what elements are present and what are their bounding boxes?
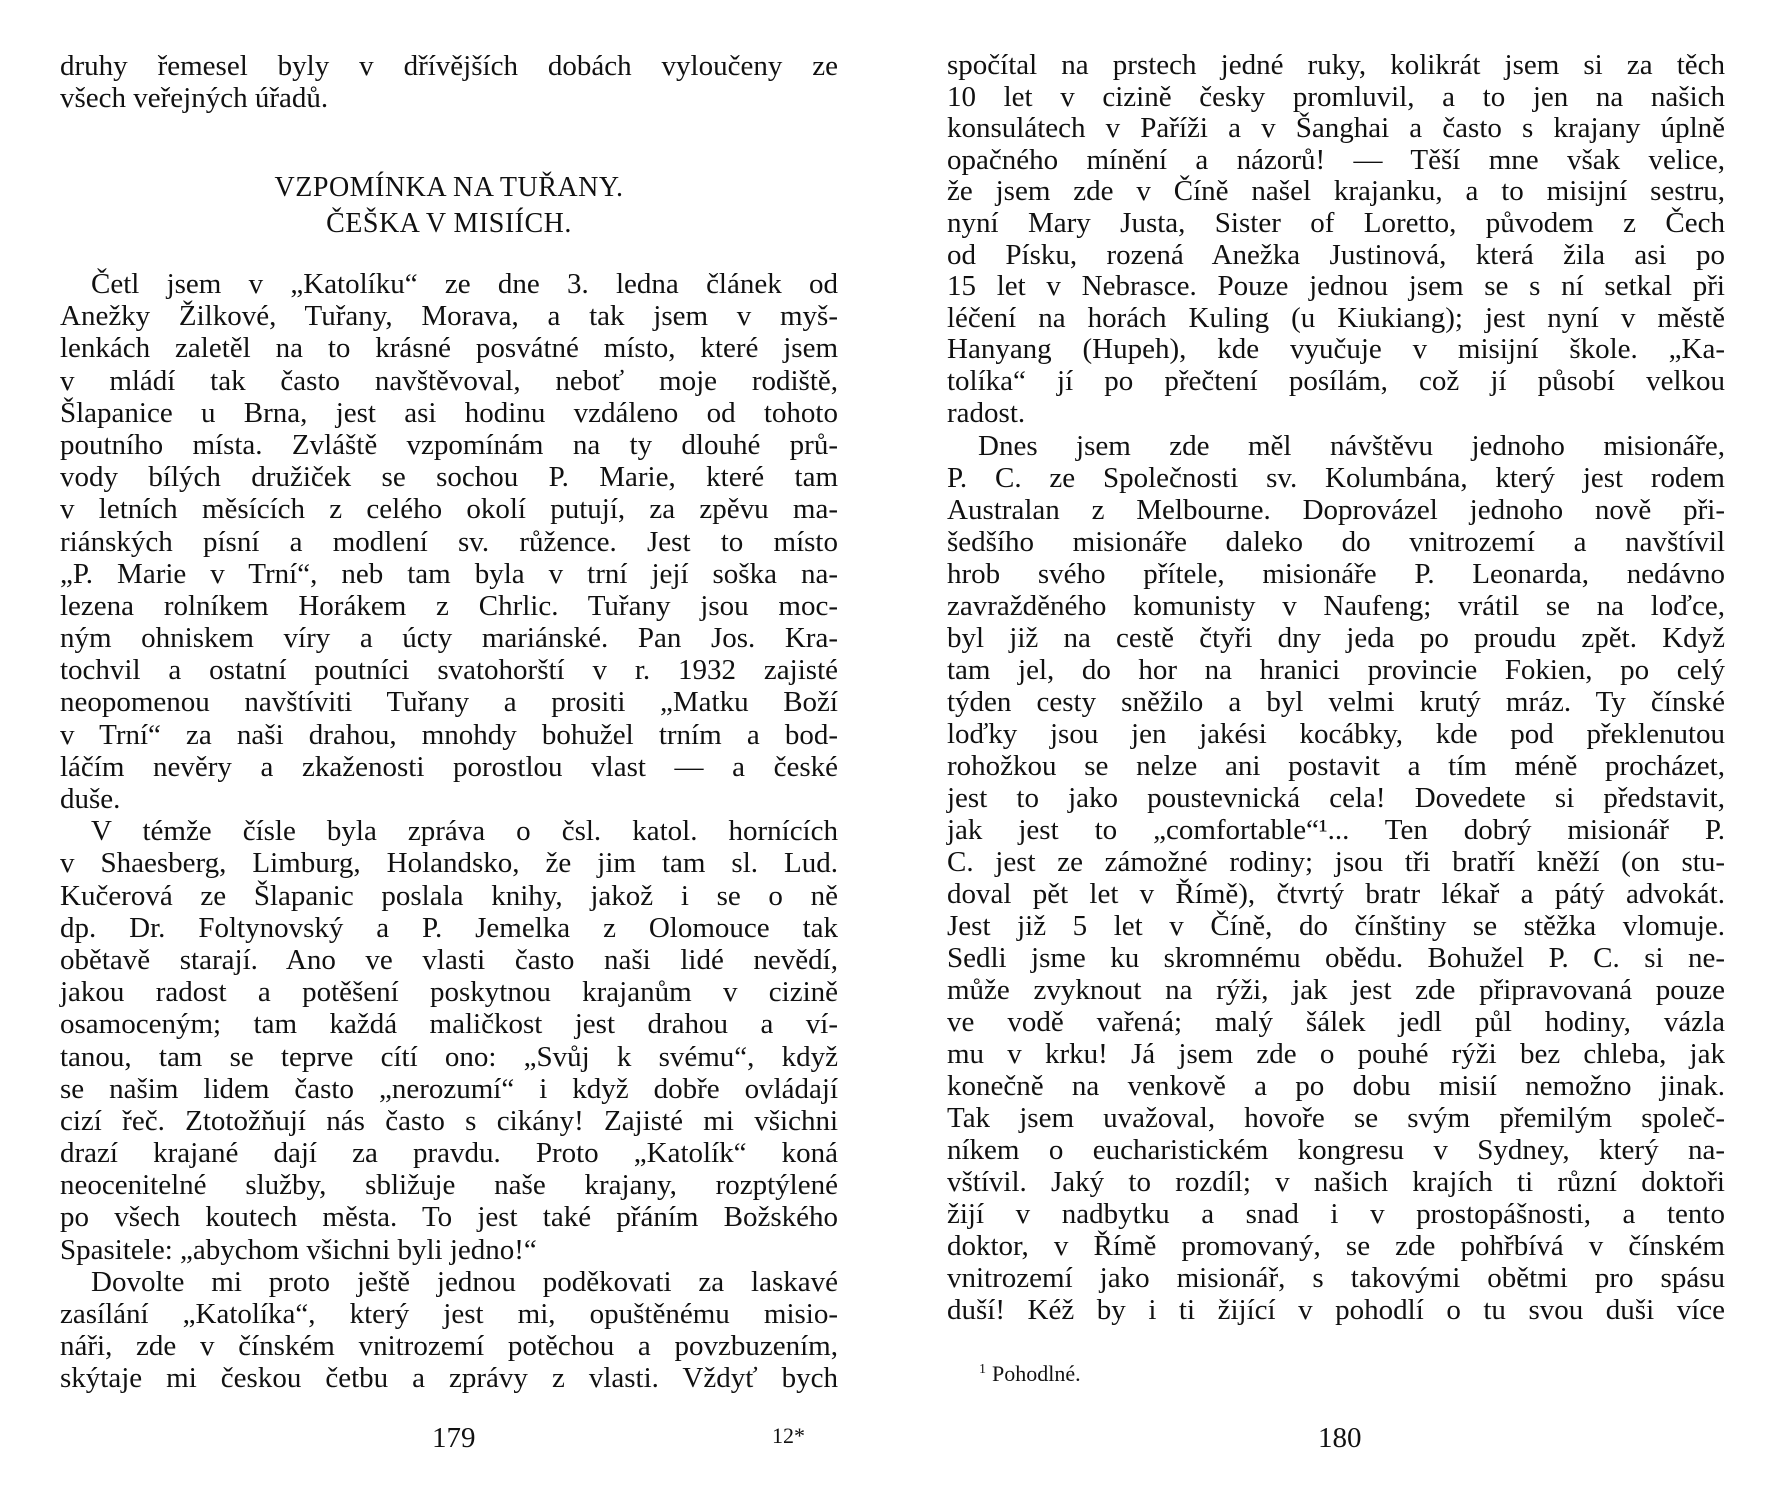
text-line: opačného mínění a názorů! — Těší mne však velice, [947,143,1725,176]
text-line: neocenitelné služby, sbližuje naše krajany, rozptýlené [60,1169,838,1202]
text-line: poutního místa. Zvláště vzpomínám na ty dlouhé prů- [60,428,838,461]
heading-line-2: ČEŠKA V MISIÍCH. [326,208,572,239]
paragraph [60,1266,838,1395]
text-line: vody bílých družiček se sochou P. Marie, které tam [60,461,838,494]
text-line: v mládí tak často navštěvoval, neboť moje rodiště, [60,364,838,397]
text-line: tochvil a ostatní poutníci svatohorští v r. 1932 zajisté [60,654,838,687]
text-line: léčení na horách Kuling (u Kiukiang); jest nyní v městě [947,301,1725,334]
text-line: riánských písní a modlení sv. růžence. Jest to místo [60,525,838,558]
text-line: V témže čísle byla zpráva o čsl. katol. hornících [91,815,838,848]
text-line: Kučerová ze Šlapanic poslala knihy, jakož i se o ně [60,879,838,912]
text-line: Hanyang (Hupeh), kde vyučuje v misijní škole. „Ka- [947,333,1725,366]
text-line: Sedli jsme ku skromnému obědu. Bohužel P. C. si ne- [947,942,1725,974]
text-line: C. jest ze zámožné rodiny; jsou tři bratří kněží (on stu- [947,846,1725,878]
right-page-body [947,430,1725,1326]
text-line: lezena rolníkem Horákem z Chrlic. Tuřany jsou moc- [60,589,838,622]
text-line: konečně na venkově a po dobu misií nemožno jinak. [947,1070,1725,1102]
paragraph [947,50,1725,429]
text-line: náři, zde v čínském vnitrozemí potěchou a povzbuzením, [60,1330,838,1363]
text-line: 10 let v cizině česky promluvil, a to jen na našich [947,80,1725,113]
text-line: obětavě starají. Ano ve vlasti často naši lidé nevědí, [60,943,838,976]
article-heading [60,170,838,242]
left-page-opening-text [60,50,838,114]
text-line: rohožkou se nelze ani postavit a tím méně procházet, [947,750,1725,782]
text-line: jak jest to „comfortable“¹... Ten dobrý misionář P. [947,814,1725,846]
text-line: vnitrozemí jako misionář, s takovými obětmi pro spásu [947,1262,1725,1294]
paragraph [947,430,1725,1326]
text-line: jest to jako poustevnická cela! Dovedete si představit, [947,782,1725,814]
footnote-text: Pohodlné. [992,1361,1081,1386]
text-line: Anežky Žilkové, Tuřany, Morava, a tak jsem v myš- [60,300,838,333]
text-line: Spasitele: „abychom všichni byli jedno!“ [60,1233,537,1266]
text-line: cizí řeč. Ztotožňují nás často s cikány! Zajisté mi všichni [60,1104,838,1137]
text-line: v Shaesberg, Limburg, Holandsko, že jim tam sl. Lud. [60,847,838,880]
text-line: hrob svého přítele, misionáře P. Leonarda, nedávno [947,558,1725,590]
text-line: duše. [60,783,121,815]
footnote-marker: 1 [979,1362,986,1377]
text-line: spočítal na prstech jedné ruky, kolikrát jsem si za těch [947,49,1725,81]
text-line: skýtaje mi českou četbu a zprávy z vlasti. Vždyť bych [60,1362,838,1395]
text-line: Tak jsem uvažoval, hovoře se svým přemilým společ- [947,1102,1725,1134]
text-line: „P. Marie v Trní“, neb tam byla v trní její soška na- [60,557,838,590]
text-line: radost. [947,396,1026,429]
text-line: Australan z Melbourne. Doprovázel jednoho nově při- [947,494,1725,526]
signature-mark: 12* [772,1423,805,1448]
paragraph [60,50,838,114]
text-line: konsulátech v Paříži a v Šanghai a často s krajany úplně [947,112,1725,145]
text-line: doval pět let v Římě), čtvrtý bratr lékař a pátý advokát. [947,878,1725,910]
text-line: Četl jsem v „Katolíku“ ze dne 3. ledna článek od [91,268,838,300]
footnote [979,1355,1081,1389]
text-line: ným ohniskem víry a úcty mariánské. Pan Jos. Kra- [60,622,838,655]
text-line: Dnes jsem zde měl návštěvu jednoho misionáře, [978,430,1725,462]
text-line: po všech koutech města. To jest také přáním Božského [60,1201,838,1234]
text-line: neopomenou navštíviti Tuřany a prositi „Matku Boží [60,686,838,719]
left-page-body [60,268,838,1395]
text-line: druhy řemesel byly v dřívějších dobách vyloučeny ze [60,50,838,82]
text-line: ve vodě vařená; malý šálek jedl půl hodiny, vázla [947,1006,1725,1038]
paragraph [60,268,838,815]
text-line: loďky jsou jen jakési kocábky, kde pod překlenutou [947,718,1725,750]
text-line: žijí v nadbytku a snad i v prostopášnosti, a tento [947,1198,1725,1230]
text-line: že jsem zde v Číně našel krajanku, a to misijní sestru, [947,175,1725,208]
text-line: zasílání „Katolíka“, který jest mi, opuštěnému misio- [60,1298,838,1330]
text-line: jakou radost a potěšení poskytnou krajanům v cizině [60,976,838,1009]
text-line: drazí krajané dají za pravdu. Proto „Katolík“ koná [60,1137,838,1170]
text-line: dp. Dr. Foltynovský a P. Jemelka z Olomouce tak [60,911,838,944]
text-line: vštívil. Jaký to rozdíl; v našich krajích ti různí doktoři [947,1166,1725,1198]
text-line: může zvyknout na rýži, jak jest zde připravovaná pouze [947,974,1725,1006]
page-number-left: 179 [432,1422,476,1454]
text-line: níkem o eucharistickém kongresu v Sydney, který na- [947,1134,1725,1166]
text-line: mu v krku! Já jsem zde o pouhé rýži bez chleba, jak [947,1038,1725,1070]
text-line: lenkách zaletěl na to krásné posvátné místo, které jsem [60,332,838,365]
text-line: všech veřejných úřadů. [60,82,329,115]
text-line: byl již na cestě čtyři dny jeda po proudu zpět. Když [947,622,1725,654]
text-line: P. C. ze Společnosti sv. Kolumbána, který jest rodem [947,462,1725,494]
text-line: od Písku, rozená Anežka Justinová, která žila asi po [947,238,1725,271]
right-page-opening-text [947,50,1725,429]
text-line: se našim lidem často „nerozumí“ i když dobře ovládají [60,1072,838,1105]
text-line: tam jel, do hor na hranici provincie Fokien, po celý [947,654,1725,686]
text-line: týden cesty sněžilo a byl velmi krutý mráz. Ty čínské [947,686,1725,718]
heading-line-1: VZPOMÍNKA NA TUŘANY. [274,172,624,203]
text-line: nyní Mary Justa, Sister of Loretto, původem z Čech [947,206,1725,239]
text-line: tolíka“ jí po přečtení posílám, což jí působí velkou [947,364,1725,397]
text-line: tanou, tam se teprve cítí ono: „Svůj k svému“, když [60,1040,838,1073]
paragraph [60,815,838,1266]
text-line: Jest již 5 let v Číně, do čínštiny se stěžka vlomuje. [947,910,1725,942]
text-line: šedšího misionáře daleko do vnitrozemí a navštívil [947,526,1725,558]
page-number-right: 180 [1318,1422,1362,1454]
text-line: osamoceným; tam každá maličkost jest drahou a ví- [60,1008,838,1041]
text-line: v letních měsících z celého okolí putují, za zpěvu ma- [60,493,838,526]
text-line: 15 let v Nebrasce. Pouze jednou jsem se s ní setkal při [947,270,1725,303]
text-line: doktor, v Římě promovaný, se zde pohřbívá v čínském [947,1230,1725,1262]
text-line: láčím nevěry a zkaženosti porostlou vlast — a české [60,750,838,783]
text-line: Dovolte mi proto ještě jednou poděkovati za laskavé [91,1265,838,1298]
text-line: zavražděného komunisty v Naufeng; vrátil se na loďce, [947,590,1725,622]
text-line: duší! Kéž by i ti žijící v pohodlí o tu svou duši více [947,1294,1725,1326]
text-line: Šlapanice u Brna, jest asi hodinu vzdáleno od tohoto [60,396,838,429]
text-line: v Trní“ za naši drahou, mnohdy bohužel trním a bod- [60,718,838,751]
